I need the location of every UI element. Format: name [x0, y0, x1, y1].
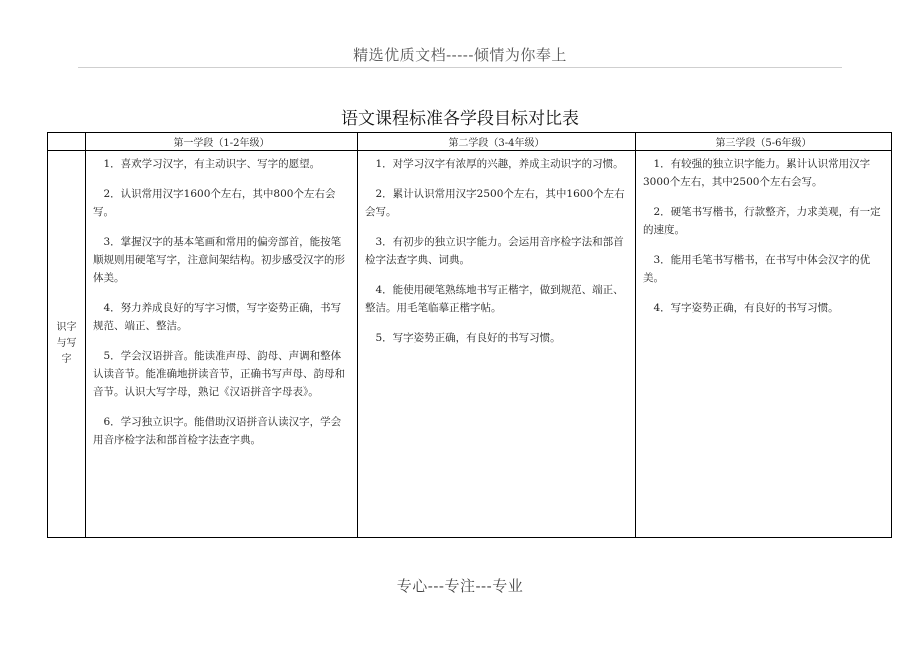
stage2-cell	[358, 151, 636, 538]
column-header-empty	[48, 133, 86, 151]
stage3-cell	[636, 151, 892, 538]
row-label-cell	[48, 151, 86, 538]
list-item: 2．认识常用汉字1600个左右，其中800个左右会写。	[93, 188, 336, 218]
list-item: 1．喜欢学习汉字，有主动识字、写字的愿望。	[103, 158, 321, 170]
list-item: 3．能用毛笔书写楷书，在书写中体会汉字的优美。	[643, 254, 871, 284]
stage1-cell	[86, 151, 358, 538]
list-item: 1．有较强的独立识字能力。累计认识常用汉字3000个左右，其中2500个左右会写。	[643, 158, 871, 188]
list-item: 4．能使用硬笔熟练地书写正楷字，做到规范、端正、整洁。用毛笔临摹正楷字帖。	[365, 284, 624, 314]
row-label: 识字与写字	[56, 322, 77, 365]
list-item: 2．硬笔书写楷书，行款整齐，力求美观，有一定的速度。	[643, 206, 881, 236]
list-item: 1．对学习汉字有浓厚的兴趣，养成主动识字的习惯。	[375, 158, 624, 170]
column-header-stage1: 第一学段（1-2年级）	[86, 133, 358, 151]
column-header-stage3: 第三学段（5-6年级）	[636, 133, 892, 151]
stage1-list	[86, 151, 357, 449]
stage3-list	[636, 151, 891, 317]
list-item: 5．学会汉语拼音。能读准声母、韵母、声调和整体认读音节。能准确地拼读音节，正确书写声母、韵母和音节。认识大写字母，熟记《汉语拼音字母表》。	[93, 350, 345, 398]
table-row	[48, 151, 892, 538]
column-header-stage2: 第二学段（3-4年级）	[358, 133, 636, 151]
list-item: 5．写字姿势正确，有良好的书写习惯。	[375, 332, 561, 344]
document-title: 语文课程标准各学段目标对比表	[341, 109, 579, 129]
header-divider	[78, 67, 842, 68]
table-header-row	[48, 133, 892, 151]
page-header-text: 精选优质文档-----倾情为你奉上	[353, 46, 567, 64]
list-item: 6．学习独立识字。能借助汉语拼音认读汉字，学会用音序检字法和部首检字法查字典。	[93, 416, 342, 446]
list-item: 3．有初步的独立识字能力。会运用音序检字法和部首检字法查字典、词典。	[365, 236, 624, 266]
stage2-list	[358, 151, 635, 347]
comparison-table	[47, 132, 892, 538]
list-item: 4．努力养成良好的写字习惯，写字姿势正确，书写规范、端正、整洁。	[93, 302, 342, 332]
page-footer-text: 专心---专注---专业	[396, 577, 524, 595]
list-item: 2．累计认识常用汉字2500个左右，其中1600个左右会写。	[365, 188, 625, 218]
list-item: 3．掌握汉字的基本笔画和常用的偏旁部首，能按笔顺规则用硬笔写字，注意间架结构。初步感受汉字的形体美。	[93, 236, 345, 284]
list-item: 4．写字姿势正确，有良好的书写习惯。	[653, 302, 839, 314]
